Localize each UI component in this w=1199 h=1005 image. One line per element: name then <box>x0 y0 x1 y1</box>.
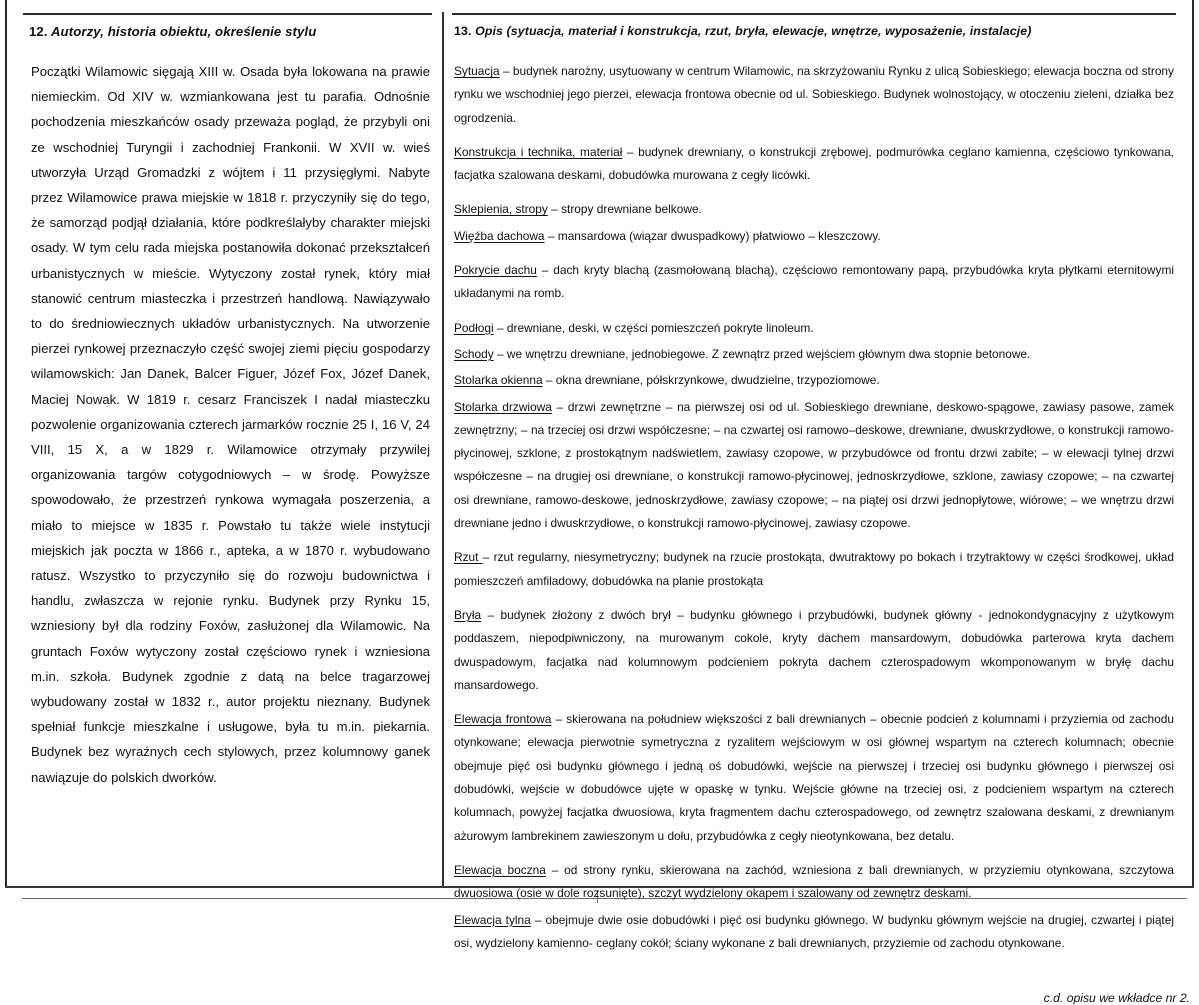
description-entry-lead: Elewacja boczna <box>454 862 546 877</box>
section-13-number: 13. <box>454 24 472 38</box>
section-13-heading <box>444 15 1194 38</box>
description-entry <box>454 259 1174 306</box>
description-entry-text: – okna drewniane, półskrzynkowe, dwudzielne, trzypoziomowe. <box>542 373 880 388</box>
description-entry <box>454 317 1174 340</box>
description-entry <box>454 396 1174 536</box>
column-section-13 <box>444 0 1194 1005</box>
section-12-body <box>7 39 442 790</box>
description-entry-lead: Więźba dachowa <box>454 228 545 243</box>
description-entry-lead: Sklepienia, stropy <box>454 202 548 217</box>
description-entry-text: – budynek drewniany, o konstrukcji zrębowej, podmurówka ceglano kamienna, częściowo tynkowana, facjatka szalowana deskami, dobudówka murowana z cegły licówki. <box>454 144 1174 183</box>
section-12-title: Autorzy, historia obiektu, określenie stylu <box>50 24 317 39</box>
description-entry <box>454 60 1174 130</box>
description-entry-lead: Podłogi <box>454 320 494 335</box>
description-entry-text: – stropy drewniane belkowe. <box>547 202 702 217</box>
section-13-title: Opis (sytuacja, materiał i konstrukcja, rzut, bryła, elewacje, wnętrze, wyposażenie, instalacje) <box>475 24 1032 38</box>
section-12-heading <box>7 15 442 39</box>
description-entry <box>454 909 1174 956</box>
section-13-body <box>444 38 1194 955</box>
description-entry-text: – budynek narożny, usytuowany w centrum Wilamowic, na skrzyżowaniu Rynku z ulicą Sobieskiego; elewacja boczna od strony rynku we wschodniej jego pierzei, elewacja frontowa obecnie od ul. Sobieskiego. Budynek wolnostojący, w otoczeniu zieleni, działka bez ogrodzenia. <box>454 64 1174 125</box>
description-entry <box>454 604 1174 697</box>
description-entry <box>454 343 1174 366</box>
description-entry-text: – obejmuje dwie osie dobudówki i pięć osi budynku głównego. W budynku głównym wejście na drugiej, czwartej i piątej osi, wydzielony kamienno- ceglany cokół; ściany wykonane z bali drewnianych, przyziemie od zachodu otynkowane. <box>454 912 1174 950</box>
description-entry-lead: Rzut <box>454 550 483 565</box>
description-entry-text: – drzwi zewnętrzne – na pierwszej osi od ul. Sobieskiego drewniane, deskowo-spągowe, zawiasy pasowe, zamek zewnętrzny; – na trzeciej osi drzwi współczesne; – na czwartej osi ramowo–deskowe, drewniane, dwuskrzydłowe, o konstrukcji ramowo-płycinowej, szklone, z prostokątnym nadświetlem, zawiasy czopowe, w przybudówce od frontu drzwi zabite; – w elewacji tylnej drzwi współczesne – na drugiej osi drewniane, o konstrukcji ramowo-płycinowej, jednoskrzydłowe, szklone, zawiasy czopowe; – na czwartej osi drewniane, ramowo-deskowe, jednoskrzydłowe, zawiasy czopowe; – na piątej osi drzwi jednopłytowe, wiórowe; – we wnętrzu drzwi drewniane jedno i dwuskrzydłowe, o konstrukcji ramowo-płycinowej, zawiasy czopowe. <box>454 399 1175 531</box>
description-entry <box>454 708 1174 848</box>
description-entry <box>454 369 1174 392</box>
description-entry-lead: Stolarka drzwiowa <box>454 399 552 414</box>
description-entry-text: – mansardowa (wiązar dwuspadkowy) płatwiowo – kleszczowy. <box>544 228 881 243</box>
section-12-paragraph: Początki Wilamowic sięgają XIII w. Osada była lokowana na prawie niemieckim. Od XIV w. wzmiankowana jest tu parafia. Odnośnie pochodzenia mieszkańców osady przeważa pogląd, że przybyli oni ze wschodniej Turyngii i zachodniej Frankonii. W XVII w. wieś utworzyła Urząd Gromadzki z wójtem i 11 przysięgłymi. Nabyte przez Wilamowice prawa miejskie w 1818 r. przyczyniły się do tego, że samorząd podjął działania, które podkreślałyby charakter miejski osady. W tym celu rada miejska postanowiła dokonać przekształceń urbanistycznych w mieście. Wytyczony został rynek, który miał stanowić centrum miasteczka i przestrzeń handlową. Nawiązywało to do średniowiecznych układów urbanistycznych. Na utworzenie pierzei rynkowej przeznaczyło część swojej ziemi pięciu gospodarzy wilamowskich: Jan Danek, Balcer Figuer, Józef Fox, Józef Danek, Maciej Nowak. W 1819 r. cesarz Franciszek I nadał miasteczku pozwolenie organizowania czterech jarmarków rocznie 25 I, 16 V, 24 VIII, 15 X, a w 1829 r. Wilamowice otrzymały przywilej organizowania targów cotygodniowych – w środę. Powyższe spowodowało, że przestrzeń rynkowa wymagała poszerzenia, a miało to miejsce w 1835 r. Powstało tu także wiele instytucji miejskich jak poczta w 1866 r., apteka, a w 1870 r. wybudowano ratusz. Wszystko to przyczyniło się do rozwoju budownictwa i handlu, zwłaszcza w rejonie rynku. Budynek przy Rynku 15, wzniesiony był dla rodziny Foxów, zasłużonej dla Wilamowic. Na gruntach Foxów wytyczony został częściowo rynek i wzniesiona m.in. szkoła. Budynek zgodnie z datą na belce tragarzowej wybudowany został w 1832 r., autor projektu nieznany. Budynek spełniał funkcje mieszkalne i usługowe, była tu m.in. piekarnia. Budynek bez wyraźnych cech stylowych, przez kolumnowy ganek nawiązuje do polskich dworków. <box>31 64 430 785</box>
description-entry-text: – skierowana na południew większości z bali drewnianych – obecnie podcień z kolumnami i przyziemia od zachodu otynkowane; elewacja pierwotnie symetryczna z ryzalitem wejściowym w osi głównej wspartym na czterech kolumnach; obecnie obejmuje pięć osi budynku głównego i jedną oś dobudówki, wejście na pierwszej i trzeciej osi budynku głównego i pierwszej osi dobudówki, wejście w dobudówce ujęte w opaskę w tynku. Wejście główne na trzeciej osi, z podcieniem wspartym na czterech kolumnach, powyżej facjatka dwuosiowa, kryta fragmentem dachu czterospadowego, od zewnętrz szalowana deskami, z drewnianym ażurowym lambrekinem zawieszonym u dołu, przybudówka z cegły nieotynkowana, bez detalu. <box>454 712 1175 843</box>
description-entry <box>454 859 1174 906</box>
section-12-number: 12. <box>29 24 48 39</box>
description-entry <box>454 198 1174 221</box>
description-entry-text: – od strony rynku, skierowana na zachód, wzniesiona z bali drewnianych, w przyziemiu otynkowana, szczytowa dwuosiowa (osie w dole rozsunięte), szczyt wydzielony okapem i szalowany od zewnętrz deskami. <box>454 862 1174 901</box>
description-entry <box>454 546 1174 593</box>
description-entry-lead: Elewacja frontowa <box>454 712 552 727</box>
description-entry-text: – rzut regularny, niesymetryczny; budynek na rzucie prostokąta, dwutraktowy po bokach i trzytraktowy w części środkowej, układ pomieszczeń amfiladowy, dobudówka na planie prostokąta <box>454 550 1174 588</box>
description-entry-text: – we wnętrzu drewniane, jednobiegowe. Z zewnątrz przed wejściem głównym dwa stopnie betonowe. <box>493 346 1031 361</box>
description-entry-text: – dach kryty blachą (zasmołowaną blachą), częściowo remontowany papą, przybudówka kryta płytkami eternitowymi układanymi na romb. <box>454 263 1174 301</box>
description-entry-lead: Stolarka okienna <box>454 373 543 388</box>
continuation-note: c.d. opisu we wkładce nr 2. <box>1043 991 1190 1005</box>
description-entry-lead: Sytuacja <box>454 64 500 78</box>
description-entry-lead: Schody <box>454 346 494 361</box>
description-entry-text: – drewniane, deski, w części pomieszczeń pokryte linoleum. <box>493 320 814 335</box>
description-entry <box>454 141 1174 188</box>
description-entry-lead: Konstrukcja i technika, materiał <box>454 144 623 159</box>
description-entry-lead: Bryła <box>454 607 482 622</box>
description-entry-lead: Elewacja tylna <box>454 912 531 927</box>
description-entry-lead: Pokrycie dachu <box>454 263 537 278</box>
description-entry-text: – budynek złożony z dwóch brył – budynku głównego i przybudówki, budynek główny - jednokondygnacyjny z użytkowym poddaszem, niepodpiwniczony, na murowanym cokole, kryty dachem mansardowym, dobudówka parterowa kryta dachem dwuspadowym, facjatka nad kolumnowym podcieniem pokryta dachem czterospadowym wkomponowanym w bryłę dachu mansardowego. <box>454 607 1174 692</box>
description-entry <box>454 225 1174 248</box>
column-section-12 <box>7 0 442 790</box>
